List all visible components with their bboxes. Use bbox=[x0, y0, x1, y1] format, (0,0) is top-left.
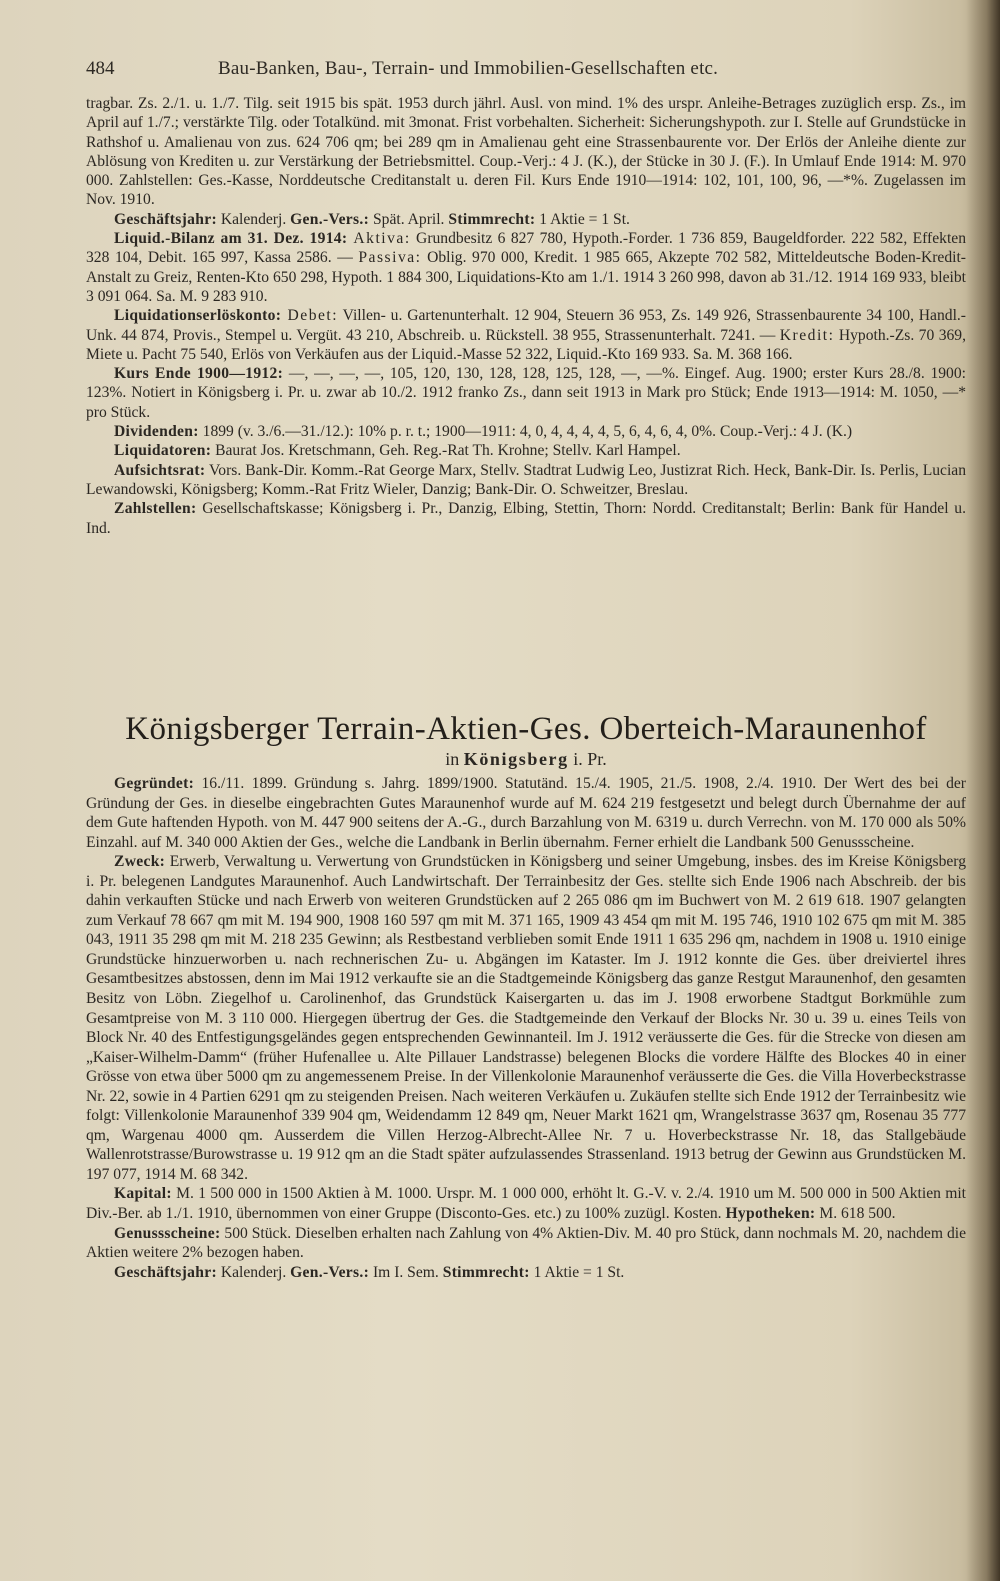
bond-details-text: tragbar. Zs. 2./1. u. 1./7. Tilg. seit 1915 bis spät. 1953 durch jährl. Ausl. von mind. 1% des urspr. Anleihe-Betrages zuzüglich ersp. Zs., im April auf 1./7.; verstärkte Tilg. oder Totalkünd. mit 3monat. Frist vorbehalten. Sicherheit: Sicherungshypoth. zur I. Stelle auf Grundstücke in Rathshof u. Amalienau von zus. 624 706 qm; bei 289 qm in Amalienau geht eine Strassenbaurente vor. Der Erlös der Anleihe diente zur Ablösung von Krediten u. zur Verstärkung der Betriebsmittel. Coup.-Verj.: 4 J. (K.), der Stücke in 30 J. (F.). In Umlauf Ende 1914: M. 970 000. Zahlstellen: Ges.-Kasse, Norddeutsche Creditanstalt u. deren Fil. Kurs Ende 1910—1914: 102, 101, 100, 96, —*%. Zugelassen im Nov. 1910. bbox=[86, 95, 966, 209]
founded-paragraph bbox=[86, 774, 966, 852]
profit-shares-text: 500 Stück. Dieselben erhalten nach Zahlung von 4% Aktien-Div. M. 40 pro Stück, dann nochmals M. 20, nachdem die Aktien weitere 2% bezogen haben. bbox=[86, 1224, 966, 1262]
company-section bbox=[86, 774, 966, 1282]
company-heading: Königsberger Terrain-Aktien-Ges. Oberteich-Maraunenhof bbox=[125, 711, 927, 747]
share-price-paragraph bbox=[86, 364, 966, 422]
paying-agents-label: Zahlstellen: bbox=[114, 500, 197, 518]
book-spine-shadow bbox=[966, 0, 1000, 1581]
capital-paragraph bbox=[86, 1184, 966, 1223]
meeting-info-paragraph-2 bbox=[86, 1263, 966, 1283]
liabilities-text: Oblig. 970 000, Kredit. 1 985 665, Akzepte 702 582, Mitteldeutsche Boden-Kredit-Anstalt zu Greiz, Renten-Kto 650 298, Hypoth. 1 884 300, Liquidations-Kto am 1./1. 1914 3 260 998, davon ab 31./12. 1914 169 933, bleibt 3 091 064. Sa. M. 9 283 910. bbox=[86, 249, 966, 305]
profit-shares-label: Genussscheine: bbox=[114, 1224, 221, 1242]
paying-agents-text: Gesellschaftskasse; Königsberg i. Pr., Danzig, Elbing, Stettin, Thorn: Nordd. Creditanstalt; Berlin: Bank für Handel u. Ind. bbox=[86, 500, 966, 537]
voting-right-label: Stimmrecht: bbox=[448, 210, 536, 228]
credit-label: Kredit: bbox=[779, 326, 835, 344]
fiscal-year-value-2: Kalenderj. bbox=[216, 1263, 291, 1281]
founded-label: Gegründet: bbox=[114, 775, 195, 792]
liquidation-proceeds-label: Liquidationserlöskonto: bbox=[114, 307, 282, 325]
purpose-label: Zweck: bbox=[114, 853, 166, 871]
running-title: Bau-Banken, Bau-, Terrain- und Immobilien-Gesellschaften etc. bbox=[218, 58, 719, 79]
supervisory-board-paragraph bbox=[86, 461, 966, 500]
liquidation-balance-label: Liquid.-Bilanz am 31. Dez. 1914: bbox=[114, 230, 348, 248]
fiscal-year-value: Kalenderj. bbox=[216, 210, 291, 228]
general-meeting-label: Gen.-Vers.: bbox=[290, 210, 370, 228]
share-price-label: Kurs Ende 1900—1912: bbox=[114, 365, 284, 383]
paying-agents-paragraph bbox=[86, 499, 966, 538]
supervisory-board-label: Aufsichtsrat: bbox=[114, 461, 206, 479]
mortgages-text: M. 618 500. bbox=[815, 1205, 896, 1223]
debit-label: Debet: bbox=[281, 307, 339, 325]
liquidators-label: Liquidatoren: bbox=[114, 442, 212, 460]
liquidators-paragraph bbox=[86, 441, 966, 460]
liquidation-proceeds-paragraph bbox=[86, 306, 966, 364]
liquidators-text: Baurat Jos. Kretschmann, Geh. Reg.-Rat Th. Krohne; Stellv. Karl Hampel. bbox=[211, 442, 681, 460]
mortgages-label: Hypotheken: bbox=[725, 1205, 816, 1223]
supervisory-board-text: Vors. Bank-Dir. Komm.-Rat George Marx, Stellv. Stadtrat Ludwig Leo, Justizrat Rich. Heck, Bank-Dir. Is. Perlis, Lucian Lewandowski, Königsberg; Komm.-Rat Fritz Wieler, Danzig; Bank-Dir. O. Schweitzer, Breslau. bbox=[86, 461, 966, 498]
dividends-label: Dividenden: bbox=[114, 423, 199, 441]
voting-right-value: 1 Aktie = 1 St. bbox=[535, 210, 630, 228]
page-header bbox=[86, 58, 966, 88]
assets-text: Grundbesitz 6 827 780, Hypoth.-Forder. 1 736 859, Baugeldforder. 222 582, Effekten 328 104, Debit. 165 997, Kassa 2586. — bbox=[86, 230, 966, 267]
location-prefix: in bbox=[445, 749, 464, 769]
capital-label: Kapital: bbox=[114, 1185, 172, 1203]
founded-text: 16./11. 1899. Gründung s. Jahrg. 1899/1900. Statutänd. 15./4. 1905, 21./5. 1908, 2./4. 1910. Der Wert des bei der Gründung der Ges. in dieselbe eingebrachten Gutes Maraunenhof wurde auf M. 624 219 festgesetzt und belegt durch Übernahme der auf dem Gute haftenden Hypoth. von M. 447 900 seitens der A.-G., durch Barzahlung von M. 6319 u. durch Verrechn. von M. 170 000 als 50% Einzahl. auf M. 340 000 Aktien der Ges., welche die Landbank in Berlin übernahm. Ferner erhielt die Landbank 500 Genussscheine. bbox=[86, 775, 966, 851]
profit-shares-paragraph bbox=[86, 1224, 966, 1263]
share-price-text: —, —, —, —, 105, 120, 130, 128, 128, 125, 128, —, —%. Eingef. Aug. 1900; erster Kurs 28./8. 1900: 123%. Notiert in Königsberg i. Pr. u. zwar ab 10./2. 1912 franko Zs., dann seit 1913 in Mark pro Stück; Ende 1913—1914: M. 1050, —* pro Stück. bbox=[86, 365, 966, 421]
meeting-info-paragraph bbox=[86, 210, 966, 229]
credit-text: Hypoth.-Zs. 70 369, Miete u. Pacht 75 540, Erlös von Verkäufen aus der Liquid.-Masse 52 322, Liquid.-Kto 169 933. Sa. M. 368 166. bbox=[86, 326, 966, 363]
dividends-paragraph bbox=[86, 422, 966, 441]
location-city: Königsberg bbox=[463, 749, 569, 769]
general-meeting-value-2: Im I. Sem. bbox=[369, 1263, 443, 1281]
location-suffix: i. Pr. bbox=[568, 749, 607, 769]
general-meeting-value: Spät. April. bbox=[369, 210, 449, 228]
fiscal-year-label: Geschäftsjahr: bbox=[114, 210, 217, 228]
liquidation-balance-paragraph bbox=[86, 229, 966, 306]
bond-details-paragraph bbox=[86, 94, 966, 210]
assets-label: Aktiva: bbox=[347, 230, 411, 248]
dividends-text: 1899 (v. 3./6.—31./12.): 10% p. r. t.; 1900—1911: 4, 0, 4, 4, 4, 4, 5, 6, 4, 6, 4, 0%. Coup.-Verj.: 4 J. (K.) bbox=[198, 423, 853, 441]
previous-company-section bbox=[86, 94, 966, 538]
voting-right-label-2: Stimmrecht: bbox=[442, 1263, 530, 1281]
company-location bbox=[86, 748, 966, 770]
general-meeting-label-2: Gen.-Vers.: bbox=[290, 1263, 370, 1281]
purpose-paragraph bbox=[86, 852, 966, 1184]
purpose-text: Erwerb, Verwaltung u. Verwertung von Grundstücken in Königsberg und seiner Umgebung, insbes. des im Kreise Königsberg i. Pr. belegenen Landgutes Maraunenhof. Auch Landwirtschaft. Der Terrainbesitz der Ges. stellte sich Ende 1906 nach Abschreib. der bis dahin verkauften Stücke und nach Erwerb von weiteren Grundstücken auf 2 265 086 qm im Buchwert von M. 2 619 618. 1907 gelangten zum Verkauf 78 667 qm mit M. 194 900, 1908 160 597 qm mit M. 371 165, 1909 43 454 qm mit M. 195 746, 1910 102 675 qm mit M. 385 043, 1911 35 298 qm mit M. 218 235 Gewinn; als Restbestand verblieben somit Ende 1911 1 635 296 qm, nachdem in 1908 u. 1910 einige Grundstücke hinzuerworben u. nach rechnerischen Zu- u. Abgängen im Kataster. Im J. 1912 konnte die Ges. über dreiviertel ihres Gesamtbesitzes abstossen, denn im Mai 1912 verkaufte sie an die Stadtgemeinde Königsberg das ganze Restgut Maraunenhof, den gesamten Besitz von Löbn. Ziegelhof u. Carolinenhof, das Grundstück Kaisergarten u. das im J. 1908 erworbene Stadtgut Borkmühle zum Gesamtpreise von M. 3 110 000. Hiergegen übertrug der Ges. die Stadtgemeinde den Verkauf der Blocks Nr. 30 u. 39 u. eines Teils von Block Nr. 40 des Entfestigungsgeländes gegen entsprechenden Gewinnanteil. Im J. 1912 veräusserte die Ges. für die Strecke von diesen am „Kaiser-Wilhelm-Damm“ (früher Hufenallee u. Alte Pillauer Landstrasse) belegenen Blocks die vordere Hälfte des Blockes 40 in einer Grösse von etwa über 5000 qm zu angemessenem Preise. In der Villenkolonie Maraunenhof veräusserte die Ges. die Villa Hoverbeckstrasse Nr. 22, sowie in 4 Partien 6291 qm zu steigenden Preisen. Nach weiteren Verkäufen u. Zukäufen stellte sich Ende 1912 der Terrainbesitz wie folgt: Villenkolonie Maraunenhof 339 904 qm, Weidendamm 12 849 qm, Neuer Markt 1621 qm, Wrangelstrasse 3637 qm, Rosenau 35 777 qm, Wargenau 4000 qm. Ausserdem die Villen Herzog-Albrecht-Allee Nr. 7 u. Hoverbeckstrasse Nr. 18, das Stallgebäude Wallenrotstrasse/Burowstrasse u. 19 912 qm an die Stadt später aufzulassendes Strassenland. 1913 betrug der Gewinn aus Grundstücken M. 197 077, 1914 M. 68 342. bbox=[86, 853, 966, 1183]
liabilities-label: Passiva: bbox=[358, 249, 422, 267]
capital-text: M. 1 500 000 in 1500 Aktien à M. 1000. Urspr. M. 1 000 000, erhöht lt. G.-V. v. 2./4. 1910 um M. 500 000 in 500 Aktien mit Div.-Ber. ab 1./1. 1910, übernommen von einer Gruppe (Disconto-Ges. etc.) zu 100% zuzügl. Kosten. bbox=[86, 1185, 966, 1223]
voting-right-value-2: 1 Aktie = 1 St. bbox=[529, 1263, 625, 1281]
fiscal-year-label-2: Geschäftsjahr: bbox=[114, 1263, 217, 1281]
page-number: 484 bbox=[86, 58, 115, 79]
debit-text: Villen- u. Gartenunterhalt. 12 904, Steuern 36 953, Zs. 149 926, Strassenbaurente 34 100, Handl.-Unk. 44 874, Provis., Stempel u. Vergüt. 43 210, Abschreib. u. Rückstell. 38 955, Strassenunterhalt. 7241. — bbox=[86, 307, 966, 344]
